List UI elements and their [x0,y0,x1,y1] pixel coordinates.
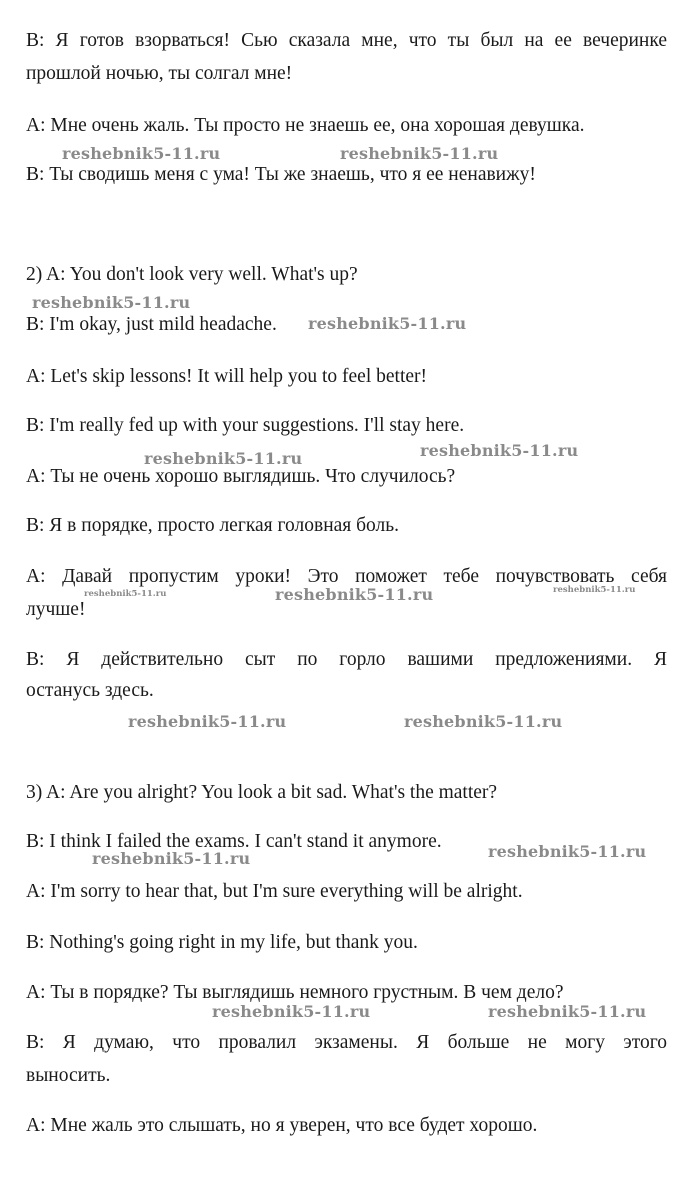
text-line: прошлой ночью, ты солгал мне! [26,63,293,84]
text-line: A: Мне очень жаль. Ты просто не знаешь ее, она хорошая девушка. [26,115,585,136]
watermark: reshebnik5-11.ru [404,712,563,731]
watermark: reshebnik5-11.ru [488,1002,647,1021]
text-line: A: Let's skip lessons! It will help you to feel better! [26,366,428,387]
watermark: reshebnik5-11.ru [92,849,251,868]
text-line: B: Ты сводишь меня с ума! Ты же знаешь, что я ее ненавижу! [26,164,536,185]
watermark: reshebnik5-11.ru [128,712,287,731]
watermark: reshebnik5-11.ru [275,585,434,604]
text-line: B: Я думаю, что провалил экзамены. Я больше не могу этого [26,1032,667,1053]
text-line: A: Давай пропустим уроки! Это поможет тебе почувствовать себя [26,566,667,587]
text-line: B: Я в порядке, просто легкая головная боль. [26,515,400,536]
text-line: лучше! [26,599,86,620]
text-line: 2) A: You don't look very well. What's up? [26,264,358,285]
watermark: reshebnik5-11.ru [420,441,579,460]
text-line: A: Ты не очень хорошо выглядишь. Что случилось? [26,466,456,487]
watermark: reshebnik5-11.ru [84,589,167,599]
text-line: останусь здесь. [26,680,154,701]
text-line: A: Мне жаль это слышать, но я уверен, что все будет хорошо. [26,1115,538,1136]
text-line: A: Ты в порядке? Ты выглядишь немного грустным. В чем дело? [26,982,564,1003]
watermark: reshebnik5-11.ru [212,1002,371,1021]
text-line: B: Я готов взорваться! Сью сказала мне, что ты был на ее вечеринке [26,30,667,51]
watermark: reshebnik5-11.ru [308,314,467,333]
text-line: B: Я действительно сыт по горло вашими предложениями. Я [26,649,667,670]
text-line: B: I think I failed the exams. I can't stand it anymore. [26,831,442,852]
watermark: reshebnik5-11.ru [32,293,191,312]
text-line: B: I'm okay, just mild headache. [26,314,277,335]
text-line: A: I'm sorry to hear that, but I'm sure everything will be alright. [26,881,523,902]
watermark: reshebnik5-11.ru [488,842,647,861]
text-line: B: Nothing's going right in my life, but thank you. [26,932,418,953]
text-line: B: I'm really fed up with your suggestions. I'll stay here. [26,415,465,436]
watermark: reshebnik5-11.ru [62,144,221,163]
watermark: reshebnik5-11.ru [553,585,636,595]
watermark: reshebnik5-11.ru [144,449,303,468]
text-line: 3) A: Are you alright? You look a bit sad. What's the matter? [26,782,498,803]
watermark: reshebnik5-11.ru [340,144,499,163]
text-line: выносить. [26,1065,111,1086]
